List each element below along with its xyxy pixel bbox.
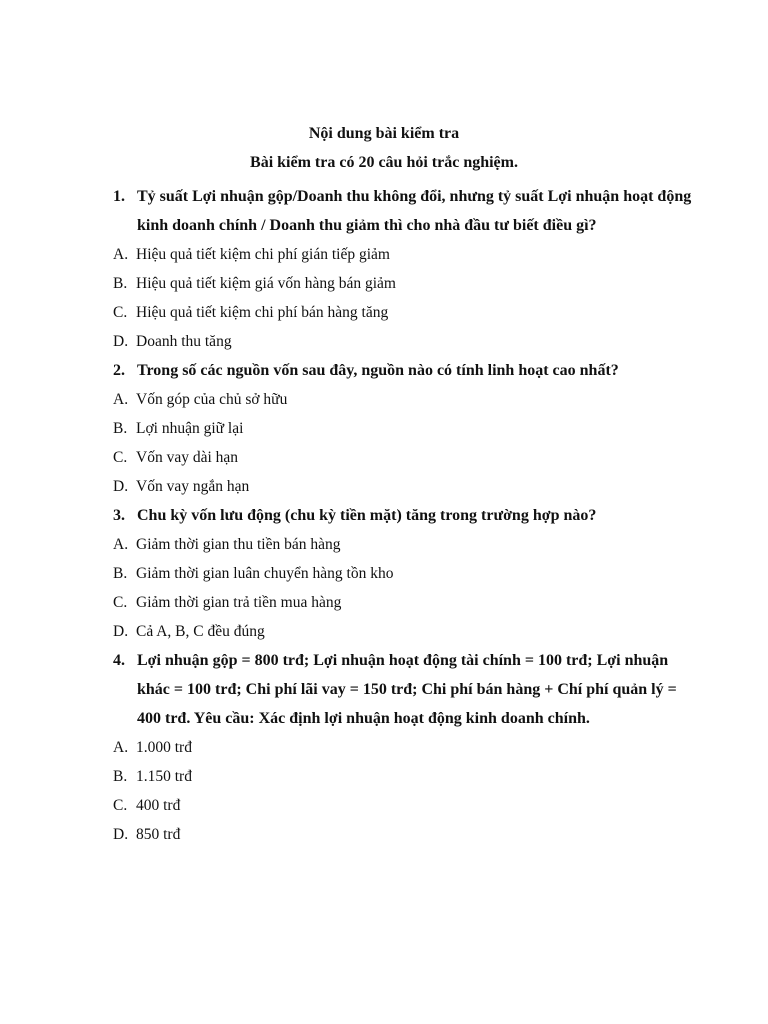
answer-option — [113, 240, 693, 269]
option-text: Vốn góp của chủ sở hữu — [136, 391, 288, 408]
option-letter: D. — [113, 478, 129, 495]
answer-option — [113, 820, 693, 849]
option-letter: D. — [113, 333, 129, 350]
question-2 — [113, 356, 693, 385]
option-text: Doanh thu tăng — [136, 333, 232, 350]
option-letter: C. — [113, 449, 128, 466]
option-letter: B. — [113, 275, 128, 292]
option-letter: B. — [113, 768, 128, 785]
option-text: 1.000 trđ — [136, 739, 192, 756]
answer-option — [113, 327, 693, 356]
answer-option — [113, 588, 693, 617]
answer-option — [113, 385, 693, 414]
option-letter: D. — [113, 623, 129, 640]
answer-option — [113, 530, 693, 559]
option-text: Hiệu quả tiết kiệm chi phí bán hàng tăng — [136, 304, 389, 321]
option-text: Cả A, B, C đều đúng — [136, 623, 265, 640]
answer-option — [113, 617, 693, 646]
question-text: Trong số các nguồn vốn sau đây, nguồn nào có tính linh hoạt cao nhất? — [137, 362, 619, 379]
option-text: 1.150 trđ — [136, 768, 192, 785]
option-text: Giảm thời gian luân chuyển hàng tồn kho — [136, 565, 394, 582]
answer-option — [113, 414, 693, 443]
option-letter: A. — [113, 739, 129, 756]
option-letter: A. — [113, 246, 129, 263]
question-number: 3. — [113, 507, 125, 524]
option-letter: A. — [113, 391, 129, 408]
page-title: Nội dung bài kiểm tra — [308, 125, 460, 142]
option-text: Vốn vay dài hạn — [136, 449, 239, 466]
option-text: Hiệu quả tiết kiệm chi phí gián tiếp giảm — [136, 246, 390, 263]
question-3 — [113, 501, 693, 530]
answer-option — [113, 269, 693, 298]
option-text: Giảm thời gian trả tiền mua hàng — [136, 594, 342, 611]
question-list — [113, 182, 693, 849]
option-text: Lợi nhuận giữ lại — [136, 420, 244, 437]
answer-option — [113, 298, 693, 327]
page-subtitle: Bài kiểm tra có 20 câu hỏi trắc nghiệm. — [250, 154, 518, 171]
question-text: Lợi nhuận gộp = 800 trđ; Lợi nhuận hoạt động tài chính = 100 trđ; Lợi nhuận khác = 100 trđ; Chi phí lãi vay = 150 trđ; Chi phí bán hàng + Chí phí quản lý = 400 trđ. Yêu cầu: Xác định lợi nhuận hoạt động kinh doanh chính. — [137, 652, 677, 727]
answer-option — [113, 791, 693, 820]
option-letter: B. — [113, 420, 128, 437]
answer-option — [113, 733, 693, 762]
question-4 — [113, 646, 693, 733]
option-text: 400 trđ — [136, 797, 181, 814]
option-letter: C. — [113, 304, 128, 321]
answer-option — [113, 762, 693, 791]
question-number: 4. — [113, 652, 125, 669]
option-letter: D. — [113, 826, 129, 843]
question-text: Tỷ suất Lợi nhuận gộp/Doanh thu không đổi, nhưng tỷ suất Lợi nhuận hoạt động kinh doanh chính / Doanh thu giảm thì cho nhà đầu tư biết điều gì? — [137, 188, 692, 234]
question-number: 2. — [113, 362, 125, 379]
option-letter: A. — [113, 536, 129, 553]
option-letter: C. — [113, 797, 128, 814]
option-text: 850 trđ — [136, 826, 181, 843]
option-text: Giảm thời gian thu tiền bán hàng — [136, 536, 341, 553]
option-text: Hiệu quả tiết kiệm giá vốn hàng bán giảm — [136, 275, 396, 292]
question-number: 1. — [113, 188, 125, 205]
answer-option — [113, 472, 693, 501]
option-text: Vốn vay ngắn hạn — [136, 478, 250, 495]
option-letter: C. — [113, 594, 128, 611]
option-letter: B. — [113, 565, 128, 582]
question-text: Chu kỳ vốn lưu động (chu kỳ tiền mặt) tăng trong trường hợp nào? — [137, 507, 597, 524]
question-1 — [113, 182, 693, 240]
answer-option — [113, 443, 693, 472]
answer-option — [113, 559, 693, 588]
